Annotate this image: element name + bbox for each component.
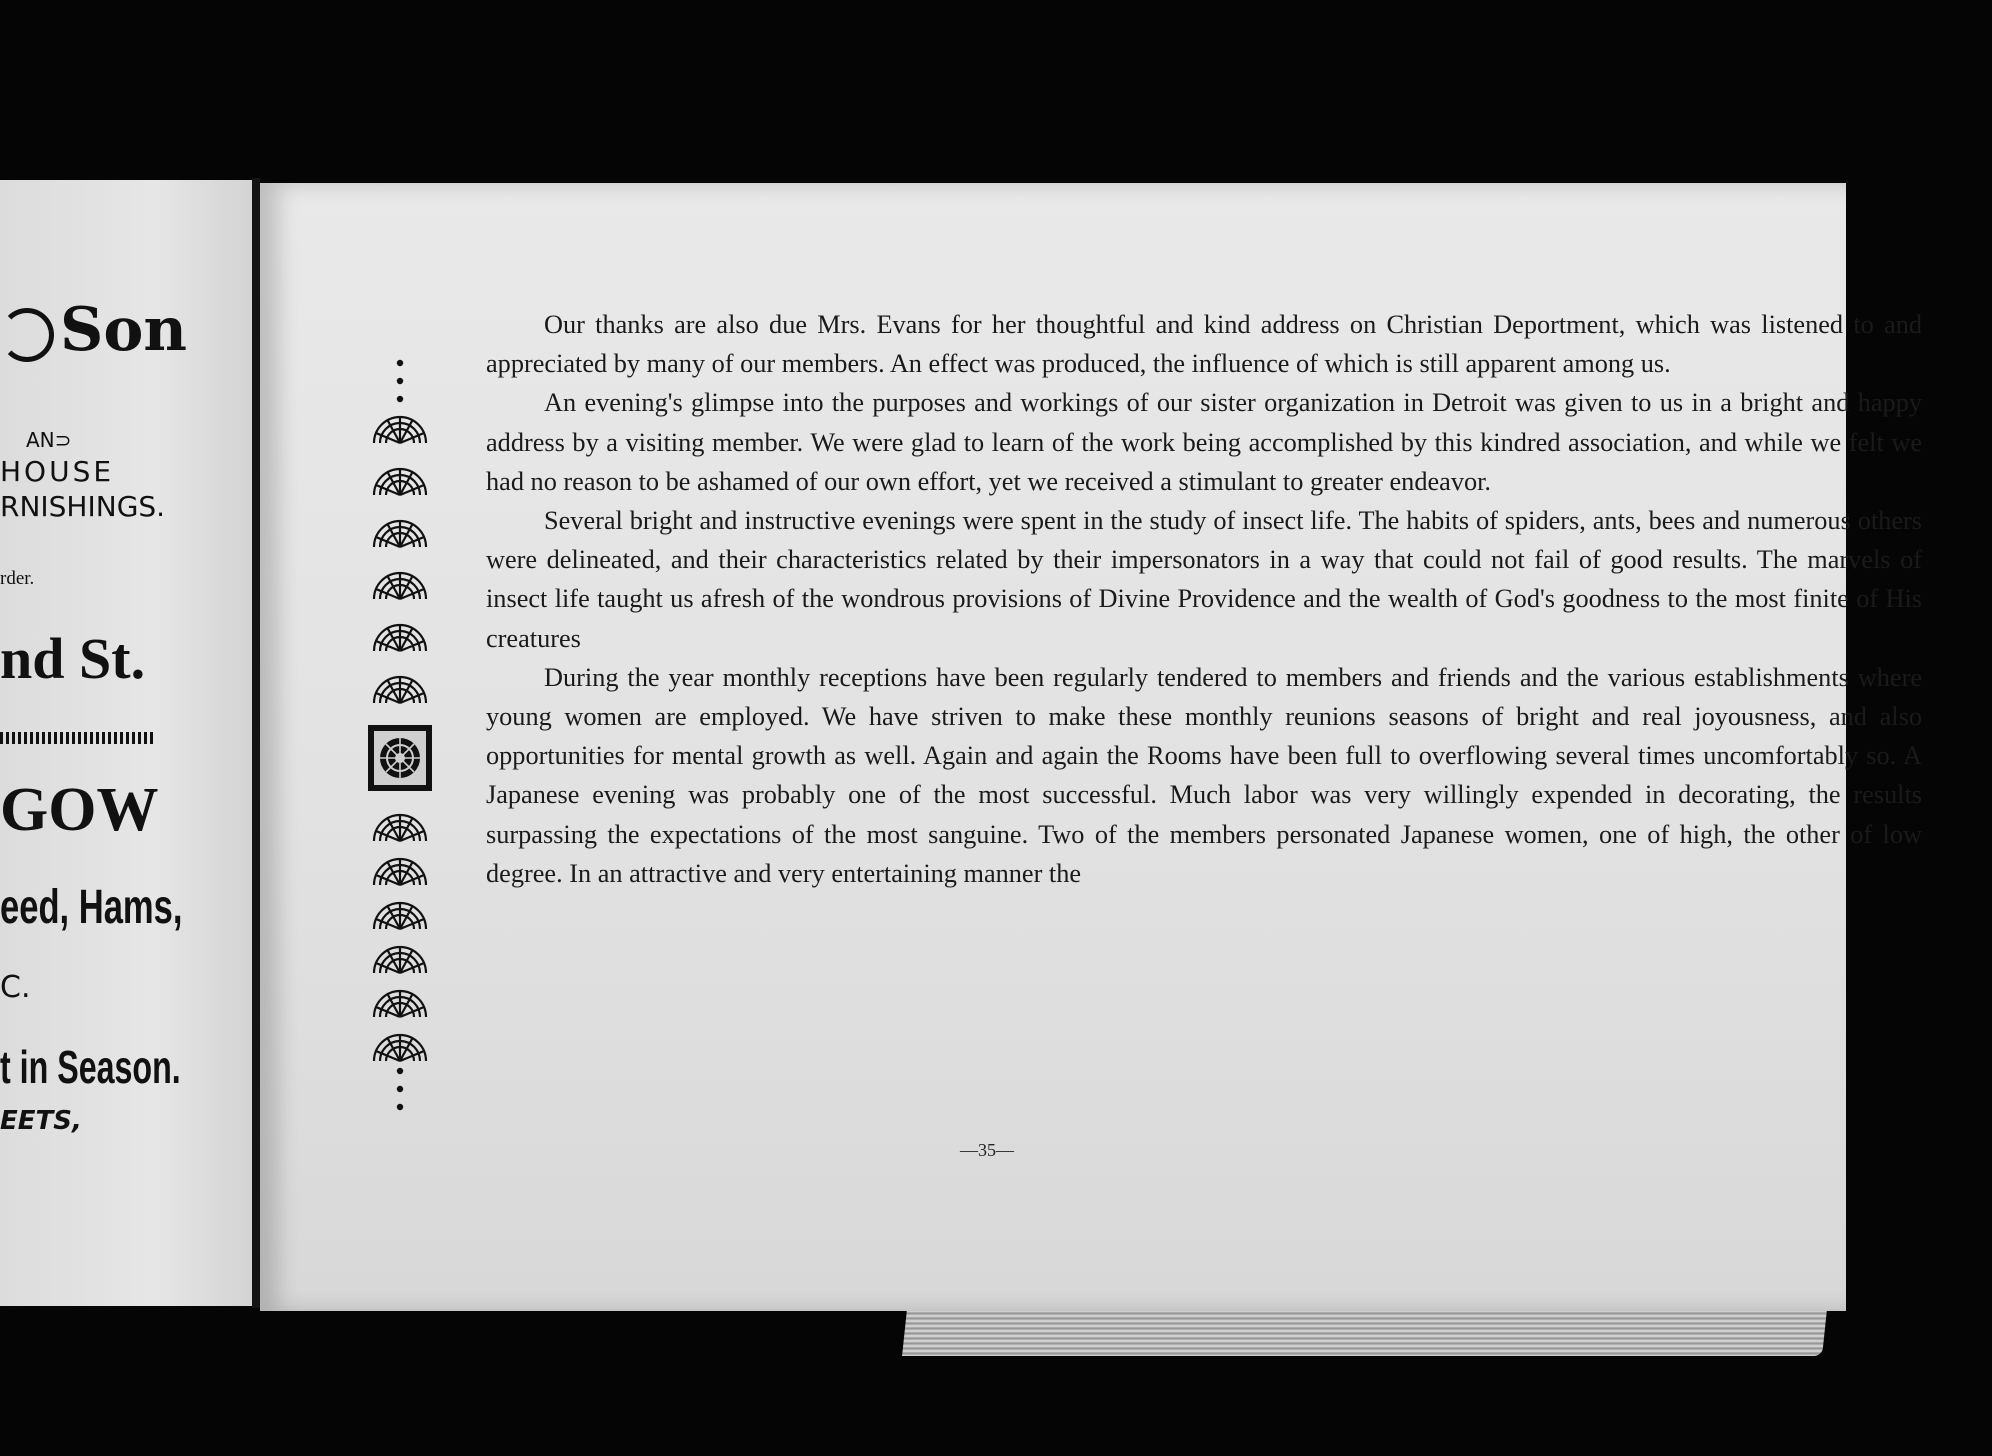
eets-text: EETS,: [0, 1106, 82, 1136]
page-number: —35—: [960, 1140, 1014, 1160]
dotted-rule: [0, 732, 156, 744]
furnishings-text: RNISHINGS.: [0, 490, 166, 523]
floral-border-ornament-icon: [364, 355, 436, 1115]
paragraph-2: An evening's glimpse into the purposes and workings of our sister organization in Detroit was given to us in a bright and happy address by a visiting member. We were glad to learn of the work being accomplished by this kindred association, and while we felt we had no reason to be ashamed of our own effort, yet we received a stimulant to greater endeavor.: [486, 388, 1922, 496]
and-text: AN⊃: [26, 428, 72, 452]
paragraph-3: Several bright and instructive evenings were spent in the study of insect life. The habits of spiders, ants, bees and numerous others were delineated, and their characteristics related by their impersonators in a way that could not fail of good results. The marvels of insect life taught us afresh of the wondrous provisions of Divine Providence and the wealth of God's goodness to the most finite of His creatures: [486, 506, 1922, 653]
swirl-ornament-icon: [0, 308, 54, 362]
right-page: [260, 183, 1922, 1311]
gow-text: GOW: [0, 776, 159, 844]
hams-text: eed, Hams,: [0, 881, 183, 934]
season-text: t in Season.: [0, 1041, 181, 1093]
son-heading: [0, 295, 187, 365]
c-text: C.: [0, 970, 31, 1005]
street-text: nd St.: [0, 626, 146, 691]
paragraph-1: Our thanks are also due Mrs. Evans for her thoughtful and kind address on Christian Deportment, which was listened to and appreciated by many of our members. An effect was produced, the influence of which is still apparent among us.: [486, 310, 1922, 379]
book-gutter: [252, 178, 260, 1308]
house-text: HOUSE: [0, 455, 115, 488]
body-text: [486, 305, 1922, 893]
left-page: [0, 180, 258, 1306]
son-text: Son: [60, 295, 187, 365]
paragraph-4: During the year monthly receptions have been regularly tendered to members and friends and the various establishments where young women are employed. We have striven to make these monthly reunions seasons of bright and real joyousness, and also opportunities for mental growth as well. Again and again the Rooms have been full to overflowing several times uncomfortably so. A Japanese evening was probably one of the most successful. Much labor was very willingly expended in decorating, the results surpassing the expectations of the most sanguine. Two of the members personated Japanese women, one of high, the other of low degree. In an attractive and very entertaining manner the: [486, 662, 1922, 888]
order-text: rder.: [0, 568, 35, 589]
